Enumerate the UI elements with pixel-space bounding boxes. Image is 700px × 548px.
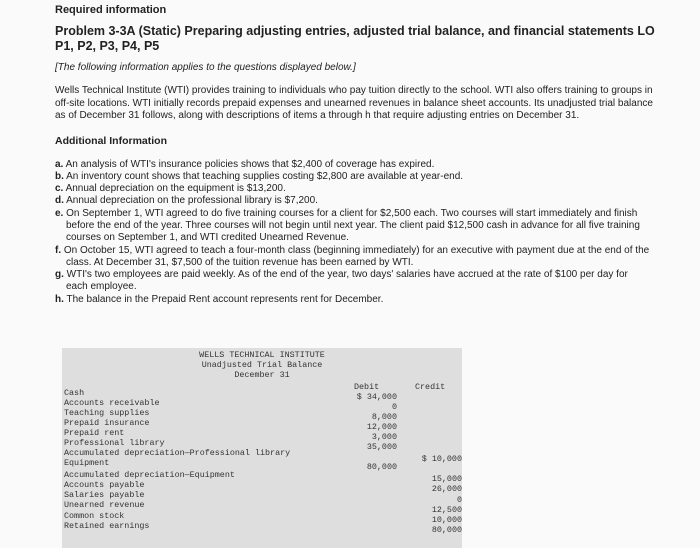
trial-balance-title: Unadjusted Trial Balance: [201, 360, 323, 370]
table-row-account: Prepaid insurance: [64, 418, 150, 428]
item-text: Annual depreciation on the professional library is $7,200.: [66, 195, 318, 207]
table-row-credit: 80,000: [431, 525, 462, 535]
item-text: Annual depreciation on the equipment is $13,200.: [65, 183, 286, 195]
table-row-debit: 80,000: [366, 462, 397, 472]
table-row-account: Prepaid rent: [64, 428, 125, 438]
table-row-account: Equipment: [64, 458, 110, 468]
item-text: On October 15, WTI agreed to teach a four-month class (beginning immediately) for an executive with payment due at the end of the class. At December 31, $7,500 of the tuition revenue has been earned by WTI.: [63, 244, 650, 268]
table-row-debit: 3,000: [371, 432, 397, 442]
list-item: [55, 183, 650, 195]
intro-paragraph: Wells Technical Institute (WTI) provides training to individuals who pay tuition directly to the school. WTI also offers training to groups in off-site locations. WTI initially records prepaid expenses and unearned revenues in balance sheet accounts. Its unadjusted trial balance as of December 31 follows, along with descriptions of items a through h that require adjusting entries on December 31.: [55, 85, 653, 121]
table-row-account: Common stock: [64, 511, 125, 521]
item-label: g.: [55, 269, 64, 281]
list-item: [55, 159, 650, 171]
table-row-debit: 12,000: [366, 422, 397, 432]
item-text: An inventory count shows that teaching supplies costing $2,800 are available at year-end.: [66, 170, 464, 182]
item-text: An analysis of WTI's insurance policies shows that $2,400 of coverage has expired.: [65, 158, 435, 170]
table-row-credit: 15,000: [431, 474, 462, 484]
table-row-account: Cash: [64, 388, 85, 398]
table-row-credit: 12,500: [431, 505, 462, 515]
instruction-note: [The following information applies to the questions displayed below.]: [55, 62, 356, 73]
problem-title: Problem 3-3A (Static) Preparing adjusting entries, adjusted trial balance, and financial statements LO P1, P2, P3, P4, P5: [55, 24, 655, 53]
table-row-credit: $ 10,000: [421, 454, 462, 464]
list-item: [55, 195, 650, 207]
table-row-account: Retained earnings: [64, 521, 150, 531]
item-label: c.: [55, 183, 64, 195]
list-item: [55, 245, 650, 270]
item-label: e.: [55, 207, 64, 219]
table-row-debit: 35,000: [366, 442, 397, 452]
unadjusted-trial-balance-table: [62, 348, 462, 548]
item-text: WTI's two employees are paid weekly. As of the end of the year, two days' salaries have accrued at the rate of $100 per day for each employee.: [66, 269, 628, 293]
item-label: f.: [55, 244, 62, 256]
list-item: [55, 294, 650, 306]
list-item: [55, 208, 650, 245]
table-row-credit: 10,000: [431, 515, 462, 525]
item-label: h.: [55, 293, 64, 305]
additional-information-heading: Additional Information: [55, 134, 167, 147]
item-label: d.: [55, 195, 64, 207]
table-row-account: Professional library: [64, 438, 165, 448]
item-label: b.: [55, 170, 64, 182]
list-item: [55, 269, 650, 294]
item-text: The balance in the Prepaid Rent account represents rent for December.: [66, 293, 384, 305]
problem-page: [55, 0, 655, 306]
table-row-debit: $ 34,000: [356, 392, 397, 402]
item-text: On September 1, WTI agreed to do five training courses for a client for $2,500 each. Two courses will start immediately and finish before the end of the year. Three courses will not begin until next year. The client paid $12,500 cash in advance for all five training courses on September 1, and WTI credited Unearned Revenue.: [66, 207, 640, 244]
list-item: [55, 171, 650, 183]
table-row-debit: 8,000: [371, 412, 397, 422]
table-row-account: Accumulated depreciation—Equipment: [64, 470, 235, 480]
required-information-heading: Required information: [55, 4, 167, 16]
table-row-account: Accounts receivable: [64, 398, 160, 408]
table-row-credit: 26,000: [431, 484, 462, 494]
debit-column-header: Debit: [354, 382, 380, 392]
table-row-account: Teaching supplies: [64, 408, 150, 418]
table-row-account: Salaries payable: [64, 490, 145, 500]
trial-balance-date: December 31: [234, 370, 290, 380]
table-row-account: Accounts payable: [64, 480, 145, 490]
table-row-credit: 0: [456, 495, 462, 505]
table-row-debit: 0: [391, 402, 397, 412]
item-label: a.: [55, 158, 64, 170]
adjustment-items-list: [55, 159, 650, 307]
credit-column-header: Credit: [415, 382, 446, 392]
table-row-account: Unearned revenue: [64, 500, 145, 510]
trial-balance-company: WELLS TECHNICAL INSTITUTE: [199, 350, 325, 360]
table-row-account: Accumulated depreciation—Professional library: [64, 448, 291, 458]
